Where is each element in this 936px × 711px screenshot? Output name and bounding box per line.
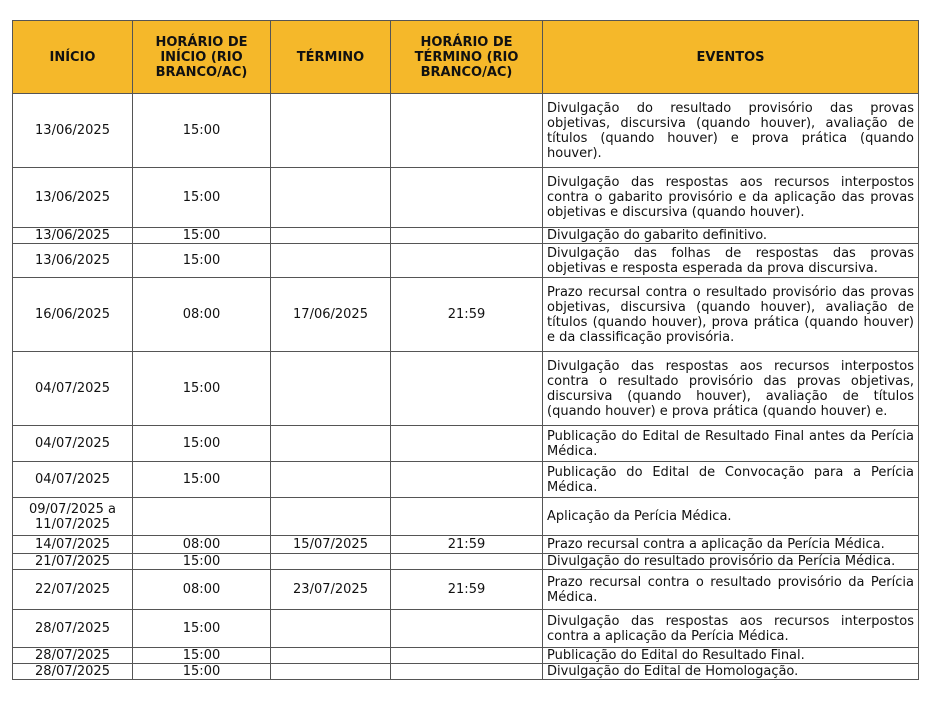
cell-horario-termino bbox=[391, 352, 543, 426]
cell-evento: Divulgação das respostas aos recursos interpostos contra o resultado provisório das provas objetivas, discursiva (quando houver), avaliação de títulos (quando houver) e prova prática (quando houver) e. bbox=[543, 352, 919, 426]
cell-horario-termino bbox=[391, 244, 543, 278]
cell-horario-inicio: 15:00 bbox=[133, 648, 271, 664]
cell-termino bbox=[271, 94, 391, 168]
table-row bbox=[13, 462, 919, 498]
cell-evento: Divulgação das folhas de respostas das provas objetivas e resposta esperada da prova discursiva. bbox=[543, 244, 919, 278]
cell-termino bbox=[271, 228, 391, 244]
header-termino: TÉRMINO bbox=[271, 21, 391, 94]
cell-inicio: 04/07/2025 bbox=[13, 426, 133, 462]
table-row bbox=[13, 498, 919, 536]
table-row bbox=[13, 94, 919, 168]
cell-evento: Prazo recursal contra a aplicação da Perícia Médica. bbox=[543, 536, 919, 554]
cell-horario-termino bbox=[391, 94, 543, 168]
cell-inicio: 22/07/2025 bbox=[13, 570, 133, 610]
cell-evento: Divulgação das respostas aos recursos interpostos contra a aplicação da Perícia Médica. bbox=[543, 610, 919, 648]
cell-evento: Divulgação das respostas aos recursos interpostos contra o gabarito provisório e da aplicação das provas objetivas e discursiva (quando houver). bbox=[543, 168, 919, 228]
table-row bbox=[13, 278, 919, 352]
cell-evento: Divulgação do Edital de Homologação. bbox=[543, 664, 919, 680]
cell-horario-termino bbox=[391, 462, 543, 498]
cell-horario-termino bbox=[391, 168, 543, 228]
table-row bbox=[13, 244, 919, 278]
cell-inicio: 13/06/2025 bbox=[13, 228, 133, 244]
cell-inicio: 28/07/2025 bbox=[13, 648, 133, 664]
cell-evento: Publicação do Edital de Convocação para a Perícia Médica. bbox=[543, 462, 919, 498]
cell-evento: Prazo recursal contra o resultado provisório das provas objetivas, discursiva (quando houver), avaliação de títulos (quando houver), prova prática (quando houver) e da classificação provisória. bbox=[543, 278, 919, 352]
table-row bbox=[13, 352, 919, 426]
cell-horario-termino: 21:59 bbox=[391, 570, 543, 610]
cell-horario-inicio: 15:00 bbox=[133, 462, 271, 498]
table-row bbox=[13, 664, 919, 680]
table-row bbox=[13, 610, 919, 648]
cell-horario-inicio: 15:00 bbox=[133, 228, 271, 244]
cell-termino bbox=[271, 426, 391, 462]
cell-horario-inicio: 15:00 bbox=[133, 426, 271, 462]
cell-inicio: 04/07/2025 bbox=[13, 462, 133, 498]
table-row bbox=[13, 648, 919, 664]
table-header bbox=[13, 21, 919, 94]
cell-termino bbox=[271, 498, 391, 536]
table-row bbox=[13, 536, 919, 554]
cell-horario-termino: 21:59 bbox=[391, 536, 543, 554]
cell-evento: Prazo recursal contra o resultado provisório da Perícia Médica. bbox=[543, 570, 919, 610]
cell-inicio: 16/06/2025 bbox=[13, 278, 133, 352]
cell-horario-termino bbox=[391, 554, 543, 570]
cell-termino bbox=[271, 462, 391, 498]
header-row bbox=[13, 21, 919, 94]
cell-inicio: 13/06/2025 bbox=[13, 244, 133, 278]
cell-evento: Divulgação do resultado provisório das provas objetivas, discursiva (quando houver), avaliação de títulos (quando houver) e prova prática (quando houver). bbox=[543, 94, 919, 168]
cell-horario-termino bbox=[391, 648, 543, 664]
cell-termino: 23/07/2025 bbox=[271, 570, 391, 610]
cell-termino bbox=[271, 610, 391, 648]
cell-horario-inicio bbox=[133, 498, 271, 536]
cell-horario-inicio: 08:00 bbox=[133, 570, 271, 610]
cell-inicio: 04/07/2025 bbox=[13, 352, 133, 426]
cell-inicio: 13/06/2025 bbox=[13, 168, 133, 228]
cell-evento: Divulgação do gabarito definitivo. bbox=[543, 228, 919, 244]
cell-horario-inicio: 08:00 bbox=[133, 278, 271, 352]
header-eventos: EVENTOS bbox=[543, 21, 919, 94]
table-row bbox=[13, 554, 919, 570]
cell-termino bbox=[271, 168, 391, 228]
header-inicio: INÍCIO bbox=[13, 21, 133, 94]
cell-termino bbox=[271, 244, 391, 278]
cell-termino bbox=[271, 352, 391, 426]
cell-termino bbox=[271, 648, 391, 664]
cell-horario-inicio: 15:00 bbox=[133, 168, 271, 228]
cell-termino: 15/07/2025 bbox=[271, 536, 391, 554]
cell-inicio: 21/07/2025 bbox=[13, 554, 133, 570]
cell-horario-termino bbox=[391, 664, 543, 680]
cell-evento: Publicação do Edital do Resultado Final. bbox=[543, 648, 919, 664]
table-row bbox=[13, 228, 919, 244]
cell-horario-inicio: 15:00 bbox=[133, 244, 271, 278]
cell-inicio: 14/07/2025 bbox=[13, 536, 133, 554]
schedule-table bbox=[12, 20, 919, 680]
cell-termino bbox=[271, 664, 391, 680]
cell-inicio: 28/07/2025 bbox=[13, 610, 133, 648]
cell-horario-inicio: 15:00 bbox=[133, 554, 271, 570]
cell-horario-inicio: 15:00 bbox=[133, 610, 271, 648]
cell-horario-inicio: 15:00 bbox=[133, 94, 271, 168]
cell-termino: 17/06/2025 bbox=[271, 278, 391, 352]
table-row bbox=[13, 426, 919, 462]
table-body bbox=[13, 94, 919, 680]
cell-horario-inicio: 08:00 bbox=[133, 536, 271, 554]
cell-termino bbox=[271, 554, 391, 570]
cell-evento: Publicação do Edital de Resultado Final antes da Perícia Médica. bbox=[543, 426, 919, 462]
table-row bbox=[13, 570, 919, 610]
cell-horario-inicio: 15:00 bbox=[133, 352, 271, 426]
header-horario-termino: HORÁRIO DE TÉRMINO (RIO BRANCO/AC) bbox=[391, 21, 543, 94]
cell-inicio: 09/07/2025 a 11/07/2025 bbox=[13, 498, 133, 536]
cell-horario-termino bbox=[391, 498, 543, 536]
header-horario-inicio: HORÁRIO DE INÍCIO (RIO BRANCO/AC) bbox=[133, 21, 271, 94]
table-row bbox=[13, 168, 919, 228]
cell-horario-termino bbox=[391, 610, 543, 648]
cell-inicio: 28/07/2025 bbox=[13, 664, 133, 680]
cell-evento: Aplicação da Perícia Médica. bbox=[543, 498, 919, 536]
cell-horario-termino bbox=[391, 228, 543, 244]
cell-inicio: 13/06/2025 bbox=[13, 94, 133, 168]
cell-evento: Divulgação do resultado provisório da Perícia Médica. bbox=[543, 554, 919, 570]
cell-horario-termino: 21:59 bbox=[391, 278, 543, 352]
cell-horario-inicio: 15:00 bbox=[133, 664, 271, 680]
cell-horario-termino bbox=[391, 426, 543, 462]
